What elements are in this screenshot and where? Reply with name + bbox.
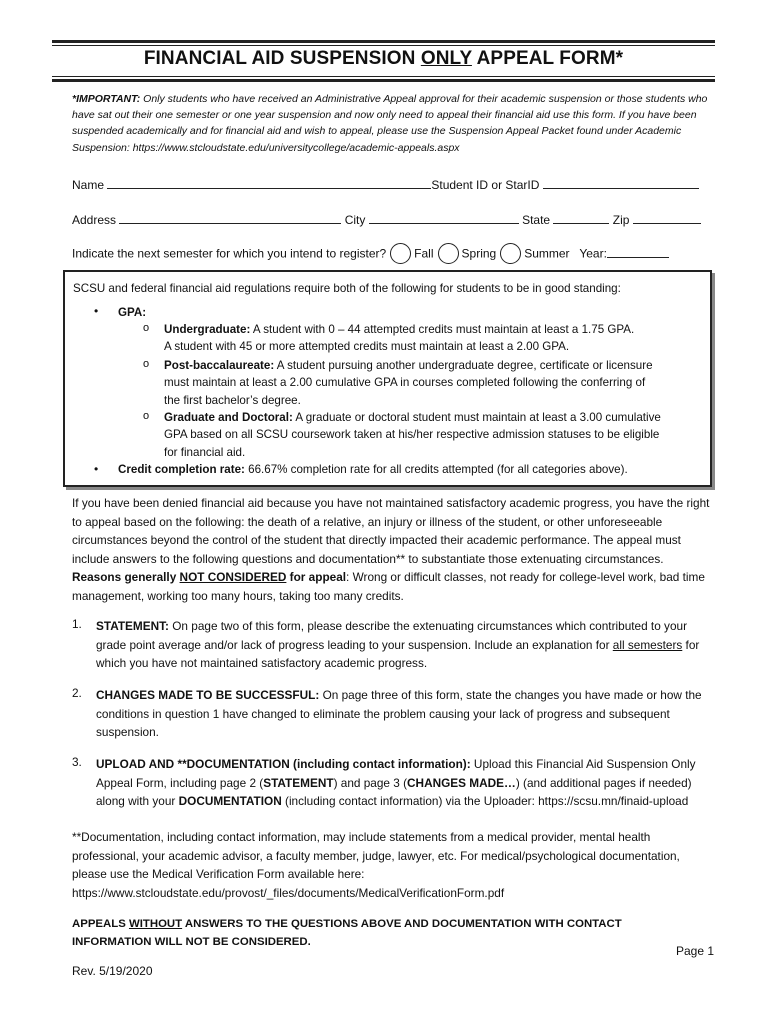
name-label: Name <box>72 178 105 192</box>
credit-bullet: • <box>94 462 99 476</box>
standing-intro: SCSU and federal financial aid regulations require both of the following for students to be in good standing: <box>73 282 621 295</box>
name-field[interactable] <box>107 177 431 189</box>
summer-radio[interactable] <box>500 243 521 264</box>
name-row <box>72 177 699 192</box>
important-text: Only students who have received an Administrative Appeal approval for their academic suspension or those students who have sat out their one semester or one year suspension and now only need to appeal their financial aid use this form. If you have been suspended academically and for financial aid and wish to appeal, please use the Suspension Appeal Packet found under Academic Suspension: https://www.stcloudstate.edu/universitycollege/academic-appeals.aspx <box>72 93 708 154</box>
spring-label: Spring <box>461 246 497 261</box>
address-row <box>72 212 701 227</box>
important-note <box>72 91 717 156</box>
address-label: Address <box>72 213 117 227</box>
item-3-upload: UPLOAD AND **DOCUMENTATION (including contact information): Upload this Financial Aid Suspension Only Appeal Form, including page 2 (STATEMENT) and page 3 (CHANGES MADE…) (and additional pages if needed) along with your DOCUMENTATION (including contact information) via the Uploader: https://scsu.mn/finaid-upload <box>96 757 696 809</box>
gpa-label: GPA: <box>118 306 147 319</box>
student-id-label: Student ID or StarID <box>431 178 540 192</box>
summer-label: Summer <box>524 246 570 261</box>
credit-text: Credit completion rate: 66.67% completion rate for all credits attempted (for all categories above). <box>118 463 628 476</box>
state-field[interactable] <box>553 212 609 224</box>
semester-question: Indicate the next semester for which you intend to register? <box>72 246 387 261</box>
documentation-note: **Documentation, including contact information, may include statements from a medical provider, mental health professional, your academic advisor, a faculty member, judge, lawyer, etc. For medical/psychological documentation, please use the Medical Verification Form available here: https://www.stcloudstate.edu/provost/_files/documents/MedicalVerificationForm.pdf <box>72 830 680 900</box>
state-label: State <box>522 213 551 227</box>
address-field[interactable] <box>119 212 341 224</box>
top-rule-thin <box>52 45 715 46</box>
postbac-text: Post-baccalaureate: A student pursuing another undergraduate degree, certificate or licensure must maintain at least a 2.00 cumulative GPA in courses completed following the conferring of the first bachelor’s degree. <box>164 359 653 407</box>
item-2-changes: CHANGES MADE TO BE SUCCESSFUL: On page three of this form, state the changes you have made or how the conditions in question 1 have changed to eliminate the problem causing your lack of progress and subsequent suspension. <box>96 688 702 740</box>
item-1-number: 1. <box>72 617 82 631</box>
undergrad-text: Undergraduate: A student with 0 – 44 attempted credits must maintain at least a 1.75 GPA. A student with 45 or more attempted credits must maintain at least a 2.00 GPA. <box>164 323 635 354</box>
semester-row <box>72 244 669 265</box>
page-number: Page 1 <box>676 944 715 958</box>
form-title <box>52 48 715 70</box>
year-label: Year: <box>579 246 607 261</box>
title-rule-thick <box>52 79 715 82</box>
zip-field[interactable] <box>633 212 701 224</box>
item-2-number: 2. <box>72 686 82 700</box>
gpa-bullet: • <box>94 304 99 318</box>
zip-label: Zip <box>612 213 630 227</box>
title-prefix: FINANCIAL AID SUSPENSION <box>143 48 421 69</box>
important-label: *IMPORTANT: <box>72 93 141 105</box>
city-label: City <box>344 213 366 227</box>
top-rule-thick <box>52 40 715 43</box>
fall-radio[interactable] <box>390 243 411 264</box>
postbac-bullet: o <box>143 358 150 370</box>
item-3-number: 3. <box>72 755 82 769</box>
revision-date: Rev. 5/19/2020 <box>72 964 153 978</box>
student-id-field[interactable] <box>543 177 699 189</box>
year-field[interactable] <box>607 246 669 258</box>
undergrad-bullet: o <box>143 322 150 334</box>
item-1-statement: STATEMENT: On page two of this form, please describe the extenuating circumstances which contributed to your grade point average and/or lack of progress leading to your suspension. Include an explanation for all semesters for which you have not maintained satisfactory academic progress. <box>96 619 700 671</box>
city-field[interactable] <box>369 212 519 224</box>
spring-radio[interactable] <box>438 243 459 264</box>
title-underlined: ONLY <box>420 48 472 69</box>
grad-text: Graduate and Doctoral: A graduate or doctoral student must maintain at least a 3.00 cumulative GPA based on all SCSU coursework taken at his/her respective admission statuses to be eligible for financial aid. <box>164 411 661 459</box>
grad-bullet: o <box>143 410 150 422</box>
warning-text: APPEALS WITHOUT ANSWERS TO THE QUESTIONS ABOVE AND DOCUMENTATION WITH CONTACT INFORMATION WILL NOT BE CONSIDERED. <box>72 918 622 948</box>
appeal-paragraph: If you have been denied financial aid because you have not maintained satisfactory academic progress, you have the right to appeal based on the following: the death of a relative, an injury or illness of the student, or other unforeseeable circumstances beyond the control of the student that directly impacted their academic performance. The appeal must include answers to the following questions and documentation** to substantiate those extenuating circumstances. Reasons generally NOT CONSIDERED for appeal: Wrong or difficult classes, not ready for college-level work, bad time management, working too many hours, taking too many credits. <box>72 496 710 603</box>
title-rule-thin <box>52 76 715 77</box>
title-suffix: APPEAL FORM* <box>471 48 624 69</box>
fall-label: Fall <box>414 246 434 261</box>
